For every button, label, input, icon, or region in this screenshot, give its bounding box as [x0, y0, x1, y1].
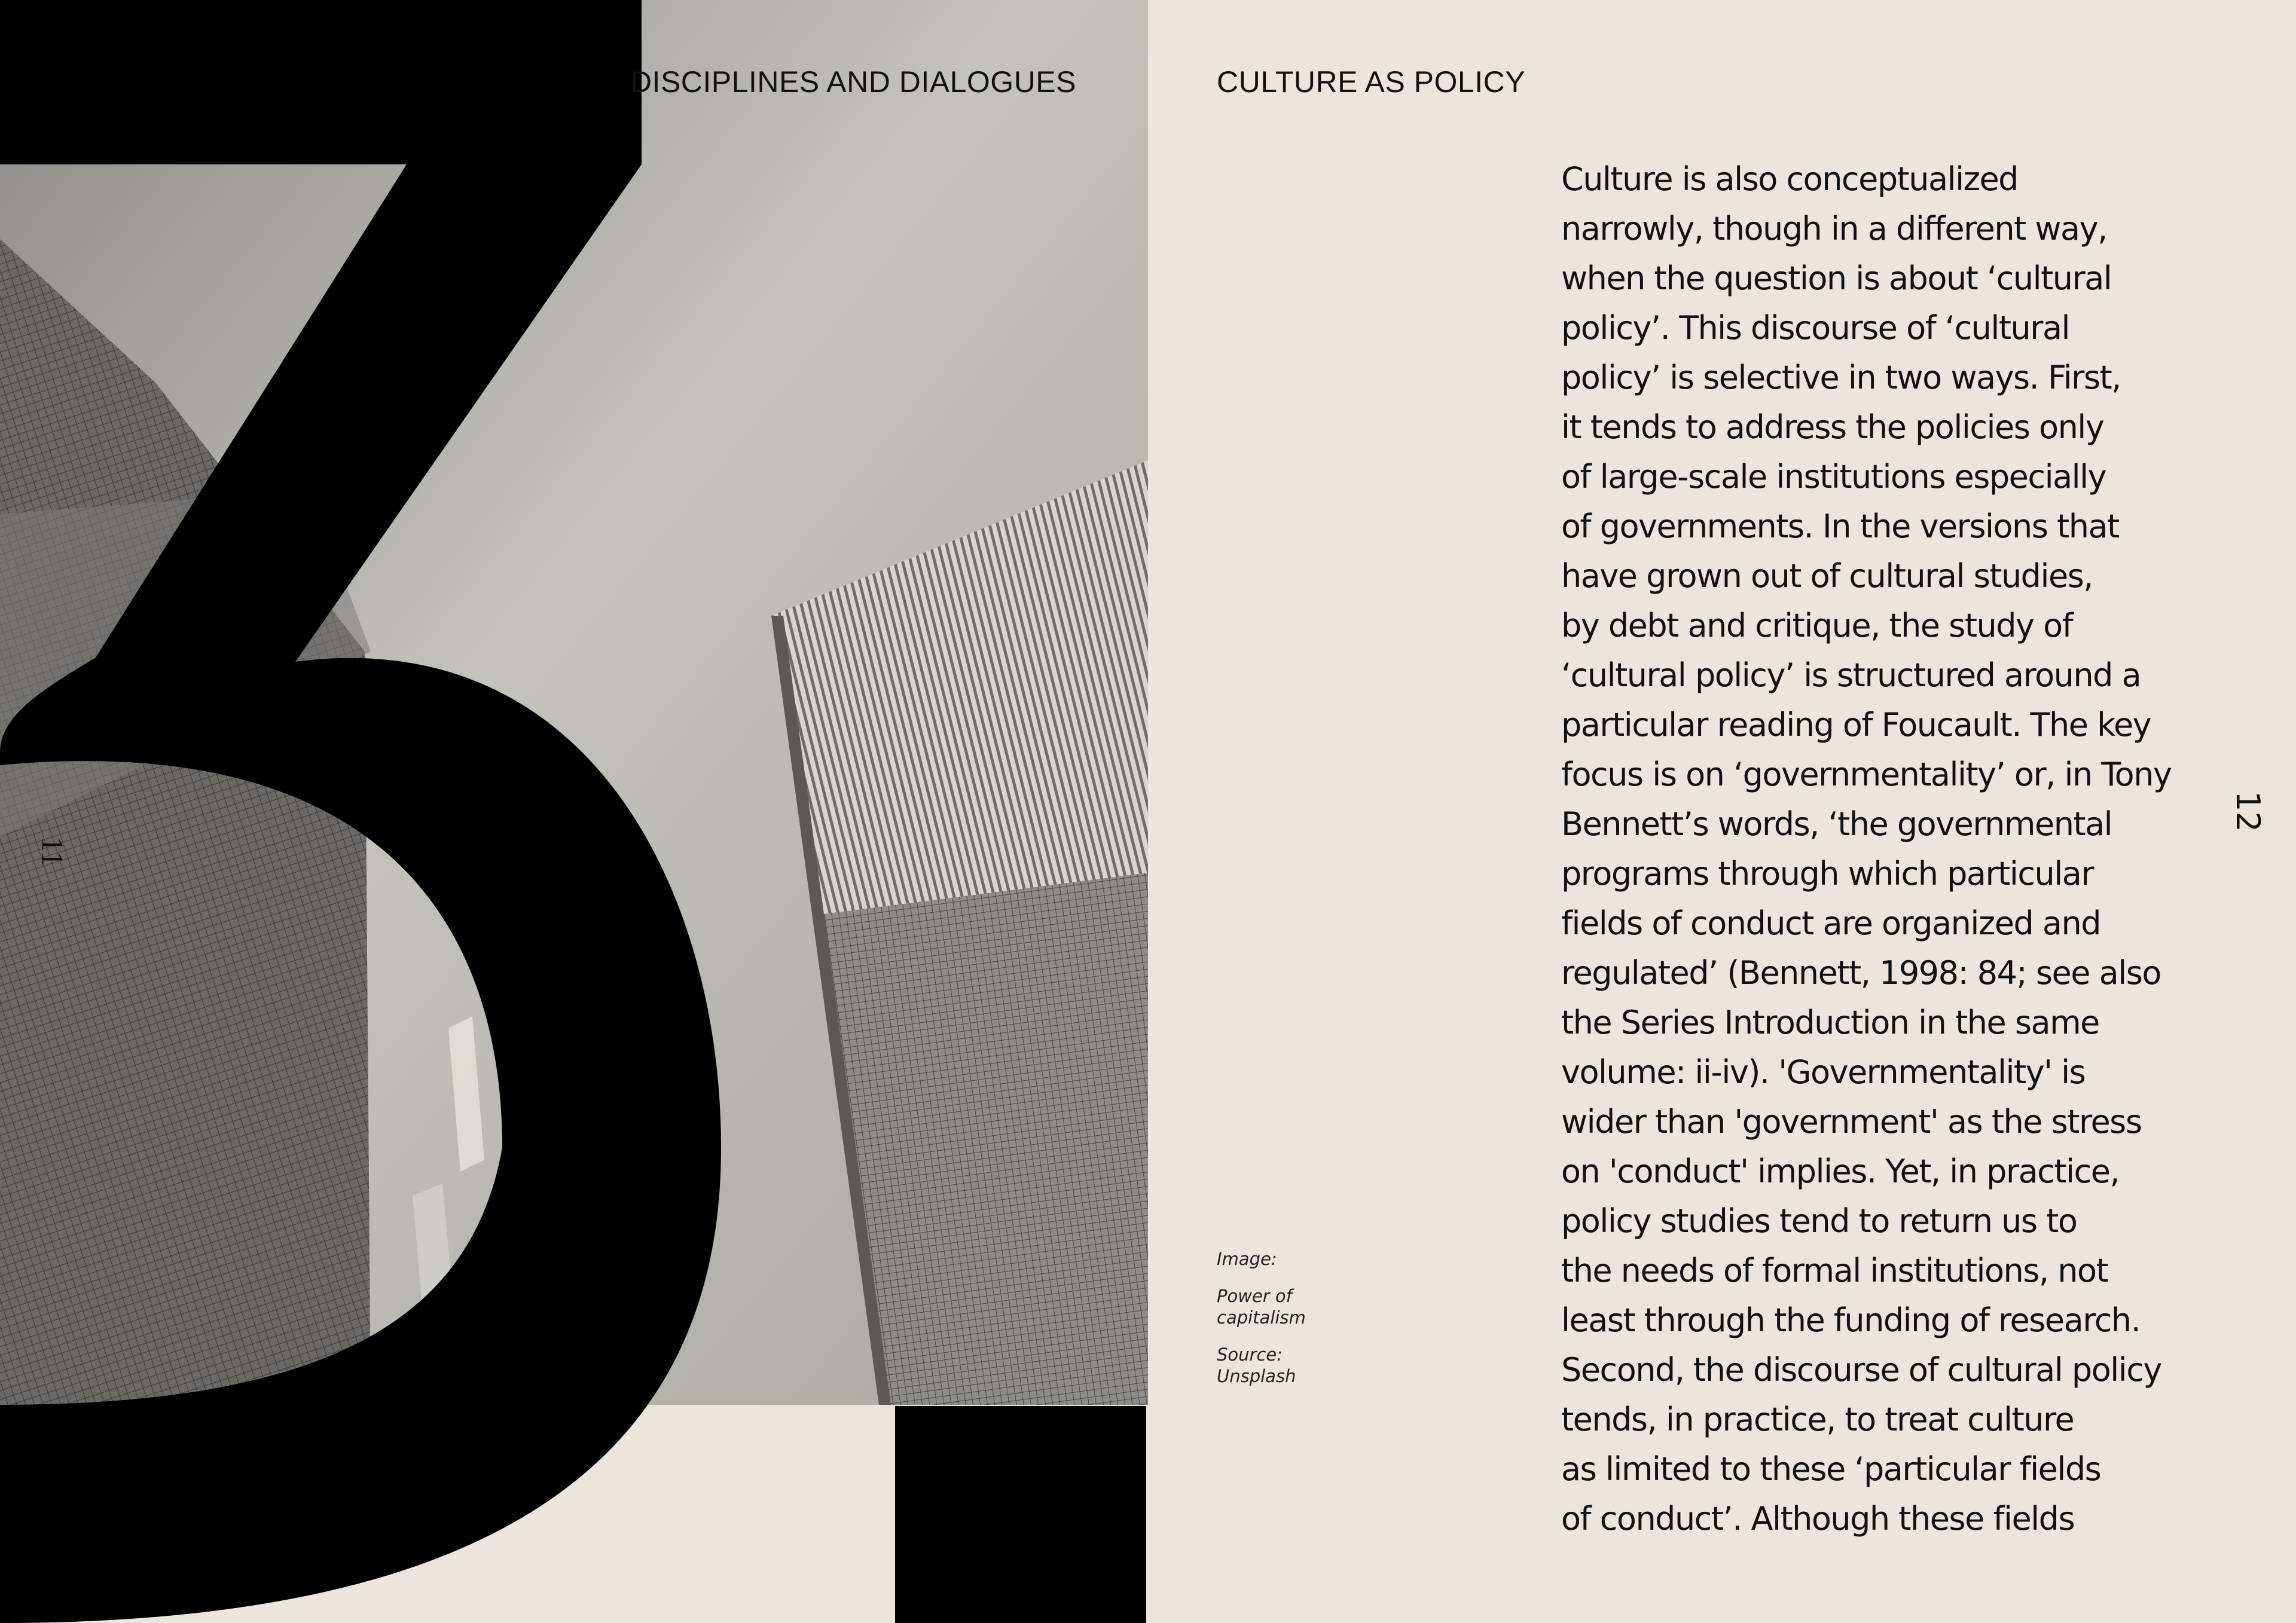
body-line: policy studies tend to return us to	[1561, 1202, 2077, 1240]
caption-image-label: Image:	[1217, 1249, 1277, 1269]
body-line: least through the funding of research.	[1561, 1301, 2141, 1339]
body-line: the needs of formal institutions, not	[1561, 1252, 2108, 1289]
body-line: volume: ii-iv). 'Governmentality' is	[1561, 1053, 2086, 1091]
image-caption	[1217, 1248, 1306, 1402]
body-line: by debt and critique, the study of	[1561, 607, 2073, 644]
page-number-left: 11	[35, 836, 69, 867]
caption-source-block	[1217, 1344, 1306, 1387]
caption-title-block	[1217, 1285, 1306, 1328]
caption-source-line: Source:	[1217, 1344, 1283, 1365]
body-line: Bennett’s words, ‘the governmental	[1561, 805, 2112, 843]
right-page	[1148, 0, 2296, 1623]
caption-title-line: capitalism	[1217, 1307, 1306, 1328]
body-line: it tends to address the policies only	[1561, 408, 2104, 446]
caption-label-block	[1217, 1248, 1306, 1270]
body-line: focus is on ‘governmentality’ or, in Tony	[1561, 756, 2172, 793]
body-line: policy’. This discourse of ‘cultural	[1561, 309, 2070, 347]
body-line: narrowly, though in a different way,	[1561, 210, 2107, 247]
body-text	[1561, 154, 2195, 1543]
black-rectangle	[895, 1406, 1146, 1623]
body-line: programs through which particular	[1561, 855, 2094, 893]
body-line: tends, in practice, to treat culture	[1561, 1401, 2074, 1438]
body-line: particular reading of Foucault. The key	[1561, 706, 2151, 744]
body-line: on 'conduct' implies. Yet, in practice,	[1561, 1153, 2120, 1190]
caption-title-line: Power of	[1217, 1286, 1292, 1306]
body-line: of conduct’. Although these fields	[1561, 1500, 2075, 1538]
body-line: the Series Introduction in the same	[1561, 1004, 2099, 1041]
body-line: regulated’ (Bennett, 1998: 84; see also	[1561, 954, 2161, 992]
body-line: when the question is about ‘cultural	[1561, 259, 2112, 297]
caption-source-line: Unsplash	[1217, 1366, 1296, 1386]
body-line: as limited to these ‘particular fields	[1561, 1450, 2101, 1488]
body-line: fields of conduct are organized and	[1561, 904, 2100, 942]
body-line: Culture is also conceptualized	[1561, 160, 2018, 198]
body-line: have grown out of cultural studies,	[1561, 557, 2093, 595]
page-number-right: 12	[2229, 791, 2267, 832]
body-line: wider than 'government' as the stress	[1561, 1103, 2142, 1141]
body-line: policy’ is selective in two ways. First,	[1561, 359, 2121, 396]
body-line: ‘cultural policy’ is structured around a	[1561, 656, 2141, 694]
running-head-left: DISCIPLINES AND DIALOGUES	[630, 65, 1076, 99]
body-line: of large-scale institutions especially	[1561, 458, 2106, 496]
body-line: Second, the discourse of cultural policy	[1561, 1351, 2161, 1389]
body-line: of governments. In the versions that	[1561, 508, 2119, 545]
running-head-right: CULTURE AS POLICY	[1217, 65, 1526, 99]
